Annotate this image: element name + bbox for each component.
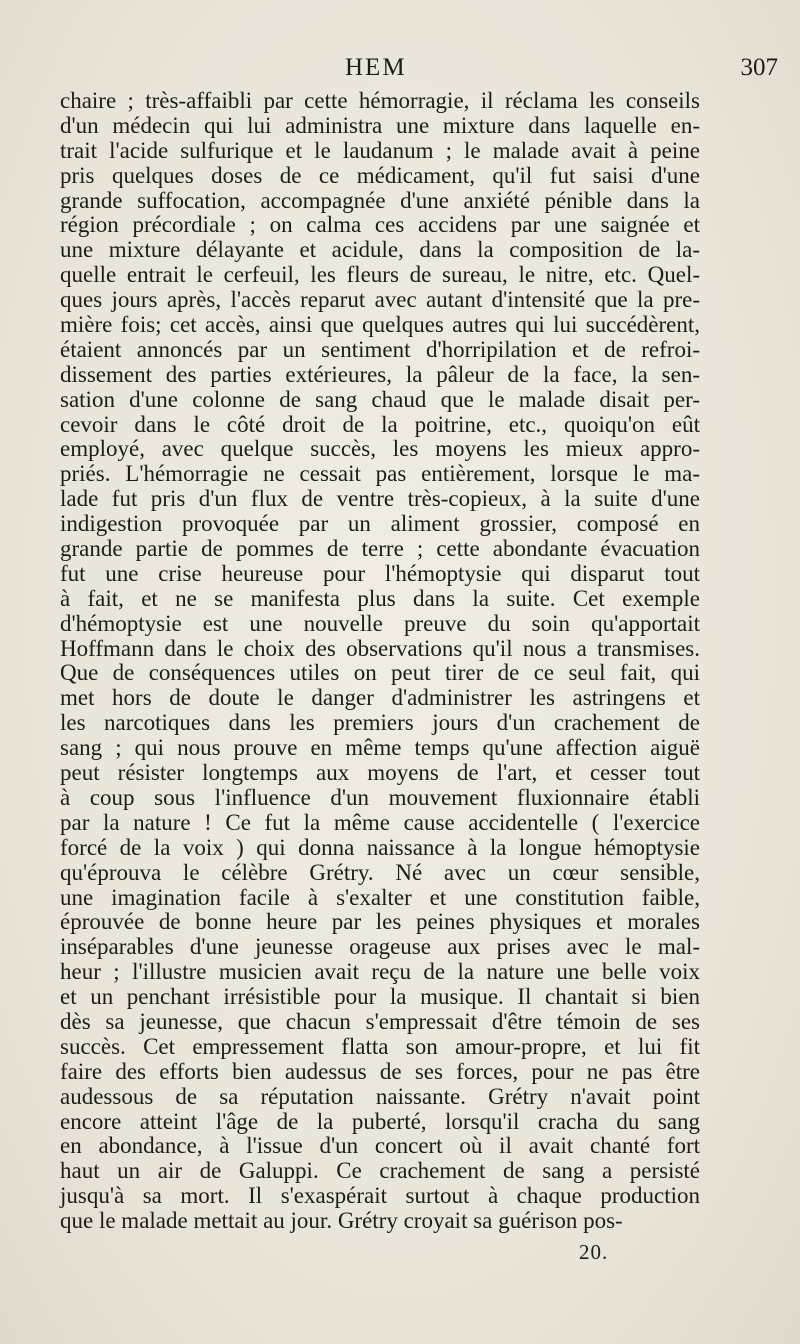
text-line: succès. Cet empressement flatta son amour-propre, et lui fit	[60, 1033, 700, 1059]
text-line: grande partie de pommes de terre ; cette abondante évacuation	[60, 536, 700, 562]
text-line: chaire ; très-affaibli par cette hémorragie, il réclama les conseils	[60, 88, 700, 113]
text-line: à fait, et ne se manifesta plus dans la suite. Cet exemple	[60, 585, 700, 611]
text-line: grande suffocation, accompagnée d'une anxiété pénible dans la	[60, 187, 700, 213]
text-line: par la nature ! Ce fut la même cause accidentelle ( l'exercice	[60, 809, 700, 835]
text-line: une imagination facile à s'exalter et une constitution faible,	[60, 884, 700, 910]
text-line: forcé de la voix ) qui donna naissance à la longue hémoptysie	[60, 834, 700, 860]
text-line: dès sa jeunesse, que chacun s'empressait d'être témoin de ses	[60, 1008, 700, 1034]
text-line: quelle entrait le cerfeuil, les fleurs de sureau, le nitre, etc. Quel-	[60, 262, 700, 288]
text-line: et un penchant irrésistible pour la musique. Il chantait si bien	[60, 984, 700, 1010]
running-head-title: HEM	[345, 54, 407, 81]
text-line: Hoffmann dans le choix des observations qu'il nous a transmises.	[60, 635, 700, 661]
text-line: trait l'acide sulfurique et le laudanum ; le malade avait à peine	[60, 137, 700, 163]
body-text	[60, 89, 700, 1234]
text-line: mière fois; cet accès, ainsi que quelques autres qui lui succédèrent,	[60, 312, 700, 338]
text-line: sang ; qui nous prouve en même temps qu'une affection aiguë	[60, 735, 700, 761]
text-line: audessous de sa réputation naissante. Grétry n'avait point	[60, 1083, 700, 1109]
text-line: inséparables d'une jeunesse orageuse aux prises avec le mal-	[60, 934, 700, 960]
text-line: dissement des parties extérieures, la pâleur de la face, la sen-	[60, 361, 700, 387]
text-line: d'hémoptysie est une nouvelle preuve du soin qu'apportait	[60, 610, 700, 636]
text-line: employé, avec quelque succès, les moyens les mieux appro-	[60, 436, 700, 462]
text-line: fut une crise heureuse pour l'hémoptysie qui disparut tout	[60, 560, 700, 586]
text-line: région précordiale ; on calma ces accidens par une saignée et	[60, 212, 700, 238]
text-line: sation d'une colonne de sang chaud que le malade disait per-	[60, 386, 700, 412]
text-line: d'un médecin qui lui administra une mixture dans laquelle en-	[60, 112, 700, 138]
text-line: ques jours après, l'accès reparut avec autant d'intensité que la pre-	[60, 287, 700, 313]
text-line: une mixture délayante et acidule, dans la composition de la-	[60, 237, 700, 263]
text-line: faire des efforts bien audessus de ses forces, pour ne pas être	[60, 1058, 700, 1084]
text-line: jusqu'à sa mort. Il s'exaspérait surtout à chaque production	[60, 1183, 700, 1209]
text-line: priés. L'hémorragie ne cessait pas entièrement, lorsque le ma-	[60, 461, 700, 487]
text-line: Que de conséquences utiles on peut tirer de ce seul fait, qui	[60, 660, 700, 686]
text-line: que le malade mettait au jour. Grétry croyait sa guérison pos-	[60, 1208, 623, 1234]
signature-mark: 20.	[579, 1240, 609, 1264]
text-line: pris quelques doses de ce médicament, qu'il fut saisi d'une	[60, 162, 700, 188]
text-line: étaient annoncés par un sentiment d'horripilation et de refroi-	[60, 336, 700, 362]
text-line: encore atteint l'âge de la puberté, lorsqu'il cracha du sang	[60, 1108, 700, 1134]
text-line: éprouvée de bonne heure par les peines physiques et morales	[60, 909, 700, 935]
text-line: peut résister longtemps aux moyens de l'art, et cesser tout	[60, 760, 700, 786]
text-line: indigestion provoquée par un aliment grossier, composé en	[60, 511, 700, 537]
text-line: haut un air de Galuppi. Ce crachement de sang a persisté	[60, 1158, 700, 1184]
text-line: qu'éprouva le célèbre Grétry. Né avec un cœur sensible,	[60, 859, 700, 885]
text-line: en abondance, à l'issue d'un concert où il avait chanté fort	[60, 1133, 700, 1159]
text-line: lade fut pris d'un flux de ventre très-copieux, à la suite d'une	[60, 486, 700, 512]
text-line: heur ; l'illustre musicien avait reçu de la nature une belle voix	[60, 959, 700, 985]
text-line: à coup sous l'influence d'un mouvement fluxionnaire établi	[60, 784, 700, 810]
text-line: cevoir dans le côté droit de la poitrine, etc., quoiqu'on eût	[60, 411, 700, 437]
text-line: les narcotiques dans les premiers jours d'un crachement de	[60, 710, 700, 736]
page-number: 307	[740, 54, 778, 81]
text-line: met hors de doute le danger d'administrer les astringens et	[60, 685, 700, 711]
